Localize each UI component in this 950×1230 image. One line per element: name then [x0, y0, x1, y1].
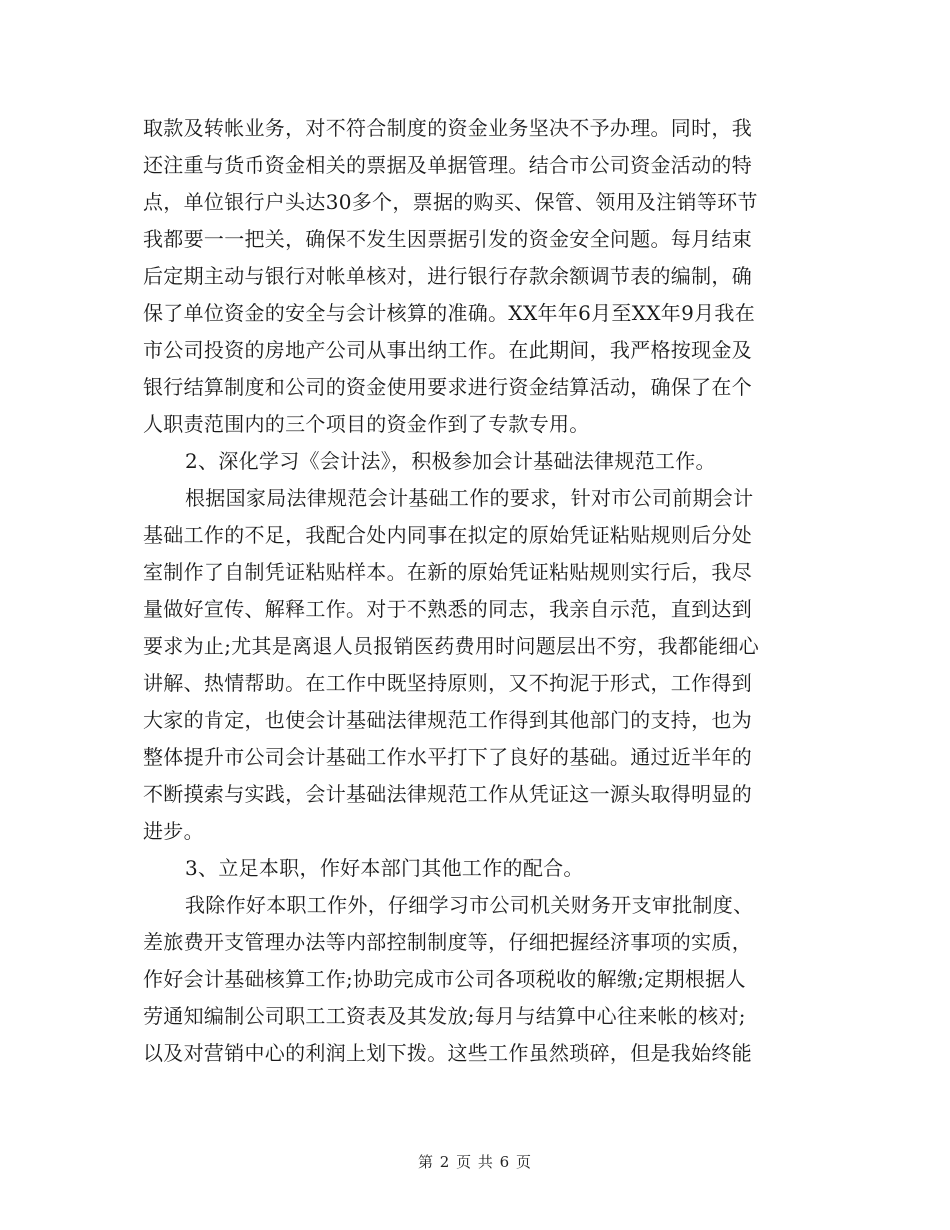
section-heading-2: 2、深化学习《会计法》，积极参加会计基础法律规范工作。: [185, 449, 716, 473]
page-number-footer: 第 2 页 共 6 页: [418, 1153, 532, 1171]
section-heading-3: 3、立足本职，作好本部门其他工作的配合。: [185, 856, 584, 880]
paragraph-line: 点，单位银行户头达30多个，票据的购买、保管、领用及注销等环节: [143, 190, 758, 214]
paragraph-line: 还注重与货币资金相关的票据及单据管理。结合市公司资金活动的特: [143, 153, 752, 177]
paragraph-line: 基础工作的不足，我配合处内同事在拟定的原始凭证粘贴规则后分处: [143, 523, 752, 547]
paragraph-line: 讲解、热情帮助。在工作中既坚持原则，又不拘泥于形式，工作得到: [143, 671, 752, 695]
paragraph-line: 进步。: [143, 819, 204, 843]
paragraph-line: 要求为止;尤其是离退人员报销医药费用时问题层出不穷，我都能细心: [143, 634, 760, 658]
paragraph-line: 人职责范围内的三个项目的资金作到了专款专用。: [143, 412, 590, 436]
paragraph-line: 市公司投资的房地产公司从事出纳工作。在此期间，我严格按现金及: [143, 338, 752, 362]
paragraph-line: 根据国家局法律规范会计基础工作的要求，针对市公司前期会计: [185, 486, 754, 510]
paragraph-line: 作好会计基础核算工作;协助完成市公司各项税收的解缴;定期根据人: [143, 967, 746, 991]
paragraph-line: 取款及转帐业务，对不符合制度的资金业务坚决不予办理。同时，我: [143, 116, 752, 140]
paragraph-line: 大家的肯定，也使会计基础法律规范工作得到其他部门的支持，也为: [143, 708, 752, 732]
document-body: [143, 110, 803, 1072]
paragraph-line: 保了单位资金的安全与会计核算的准确。XX年年6月至XX年9月我在: [143, 301, 756, 325]
paragraph-line: 量做好宣传、解释工作。对于不熟悉的同志，我亲自示范，直到达到: [143, 597, 752, 621]
paragraph-line: 整体提升市公司会计基础工作水平打下了良好的基础。通过近半年的: [143, 745, 752, 769]
paragraph-line: 以及对营销中心的利润上划下拨。这些工作虽然琐碎，但是我始终能: [143, 1041, 752, 1065]
paragraph-line: 不断摸索与实践，会计基础法律规范工作从凭证这一源头取得明显的: [143, 782, 752, 806]
paragraph-line: 差旅费开支管理办法等内部控制制度等，仔细把握经济事项的实质，: [143, 930, 752, 954]
paragraph-line: 银行结算制度和公司的资金使用要求进行资金结算活动，确保了在个: [143, 375, 752, 399]
paragraph-line: 我除作好本职工作外，仔细学习市公司机关财务开支审批制度、: [185, 893, 754, 917]
paragraph-line: 我都要一一把关，确保不发生因票据引发的资金安全问题。每月结束: [143, 227, 752, 251]
paragraph-line: 劳通知编制公司职工工资表及其发放;每月与结算中心往来帐的核对;: [143, 1004, 746, 1028]
paragraph-line: 后定期主动与银行对帐单核对，进行银行存款余额调节表的编制，确: [143, 264, 752, 288]
paragraph-line: 室制作了自制凭证粘贴样本。在新的原始凭证粘贴规则实行后，我尽: [143, 560, 752, 584]
